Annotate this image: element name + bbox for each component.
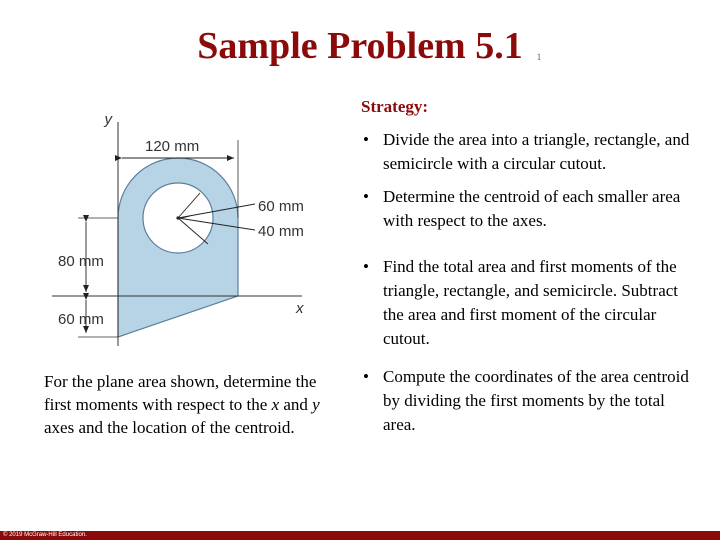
dim-80-label: 80 mm [58,253,104,270]
problem-text-3: axes and the location of the centroid. [44,418,295,437]
problem-x: x [271,395,280,414]
strategy-list [361,128,691,446]
y-axis-label: y [104,111,112,128]
dim-120-label: 120 mm [145,138,200,155]
dim-40-label: 40 mm [258,223,304,240]
strategy-bullet-2: • Determine the centroid of each smaller area with respect to the axes. [361,185,691,233]
strategy-heading: Strategy: [361,97,429,116]
plane-area-figure [40,100,330,350]
dim-60-lower-label: 60 mm [58,311,104,328]
slide-title-text: Sample Problem 5.1 [197,25,523,67]
footer-bar [0,531,720,540]
plate-shape [118,158,238,337]
strategy-bullet-1: • Divide the area into a triangle, rectangle, and semicircle with a circular cutout. [361,128,691,176]
copyright-text: © 2019 McGraw-Hill Education. [3,532,87,538]
page-number: 1 [536,52,542,62]
strategy-bullet-4: • Compute the coordinates of the area centroid by dividing the first moments by the total area. [361,365,691,437]
problem-y: y [312,395,320,414]
dim-60-label: 60 mm [258,198,304,215]
x-axis-label: x [296,300,304,317]
slide-title [0,24,720,68]
circle-center [176,216,179,219]
problem-text-2: and [279,395,313,414]
problem-statement [44,370,334,439]
problem-text-1: For the plane area shown, determine the first moments with respect to the [44,372,317,414]
strategy-bullet-3: • Find the total area and first moments of the triangle, rectangle, and semicircle. Subtract the area and first moment of the circular cutout. [361,255,691,351]
